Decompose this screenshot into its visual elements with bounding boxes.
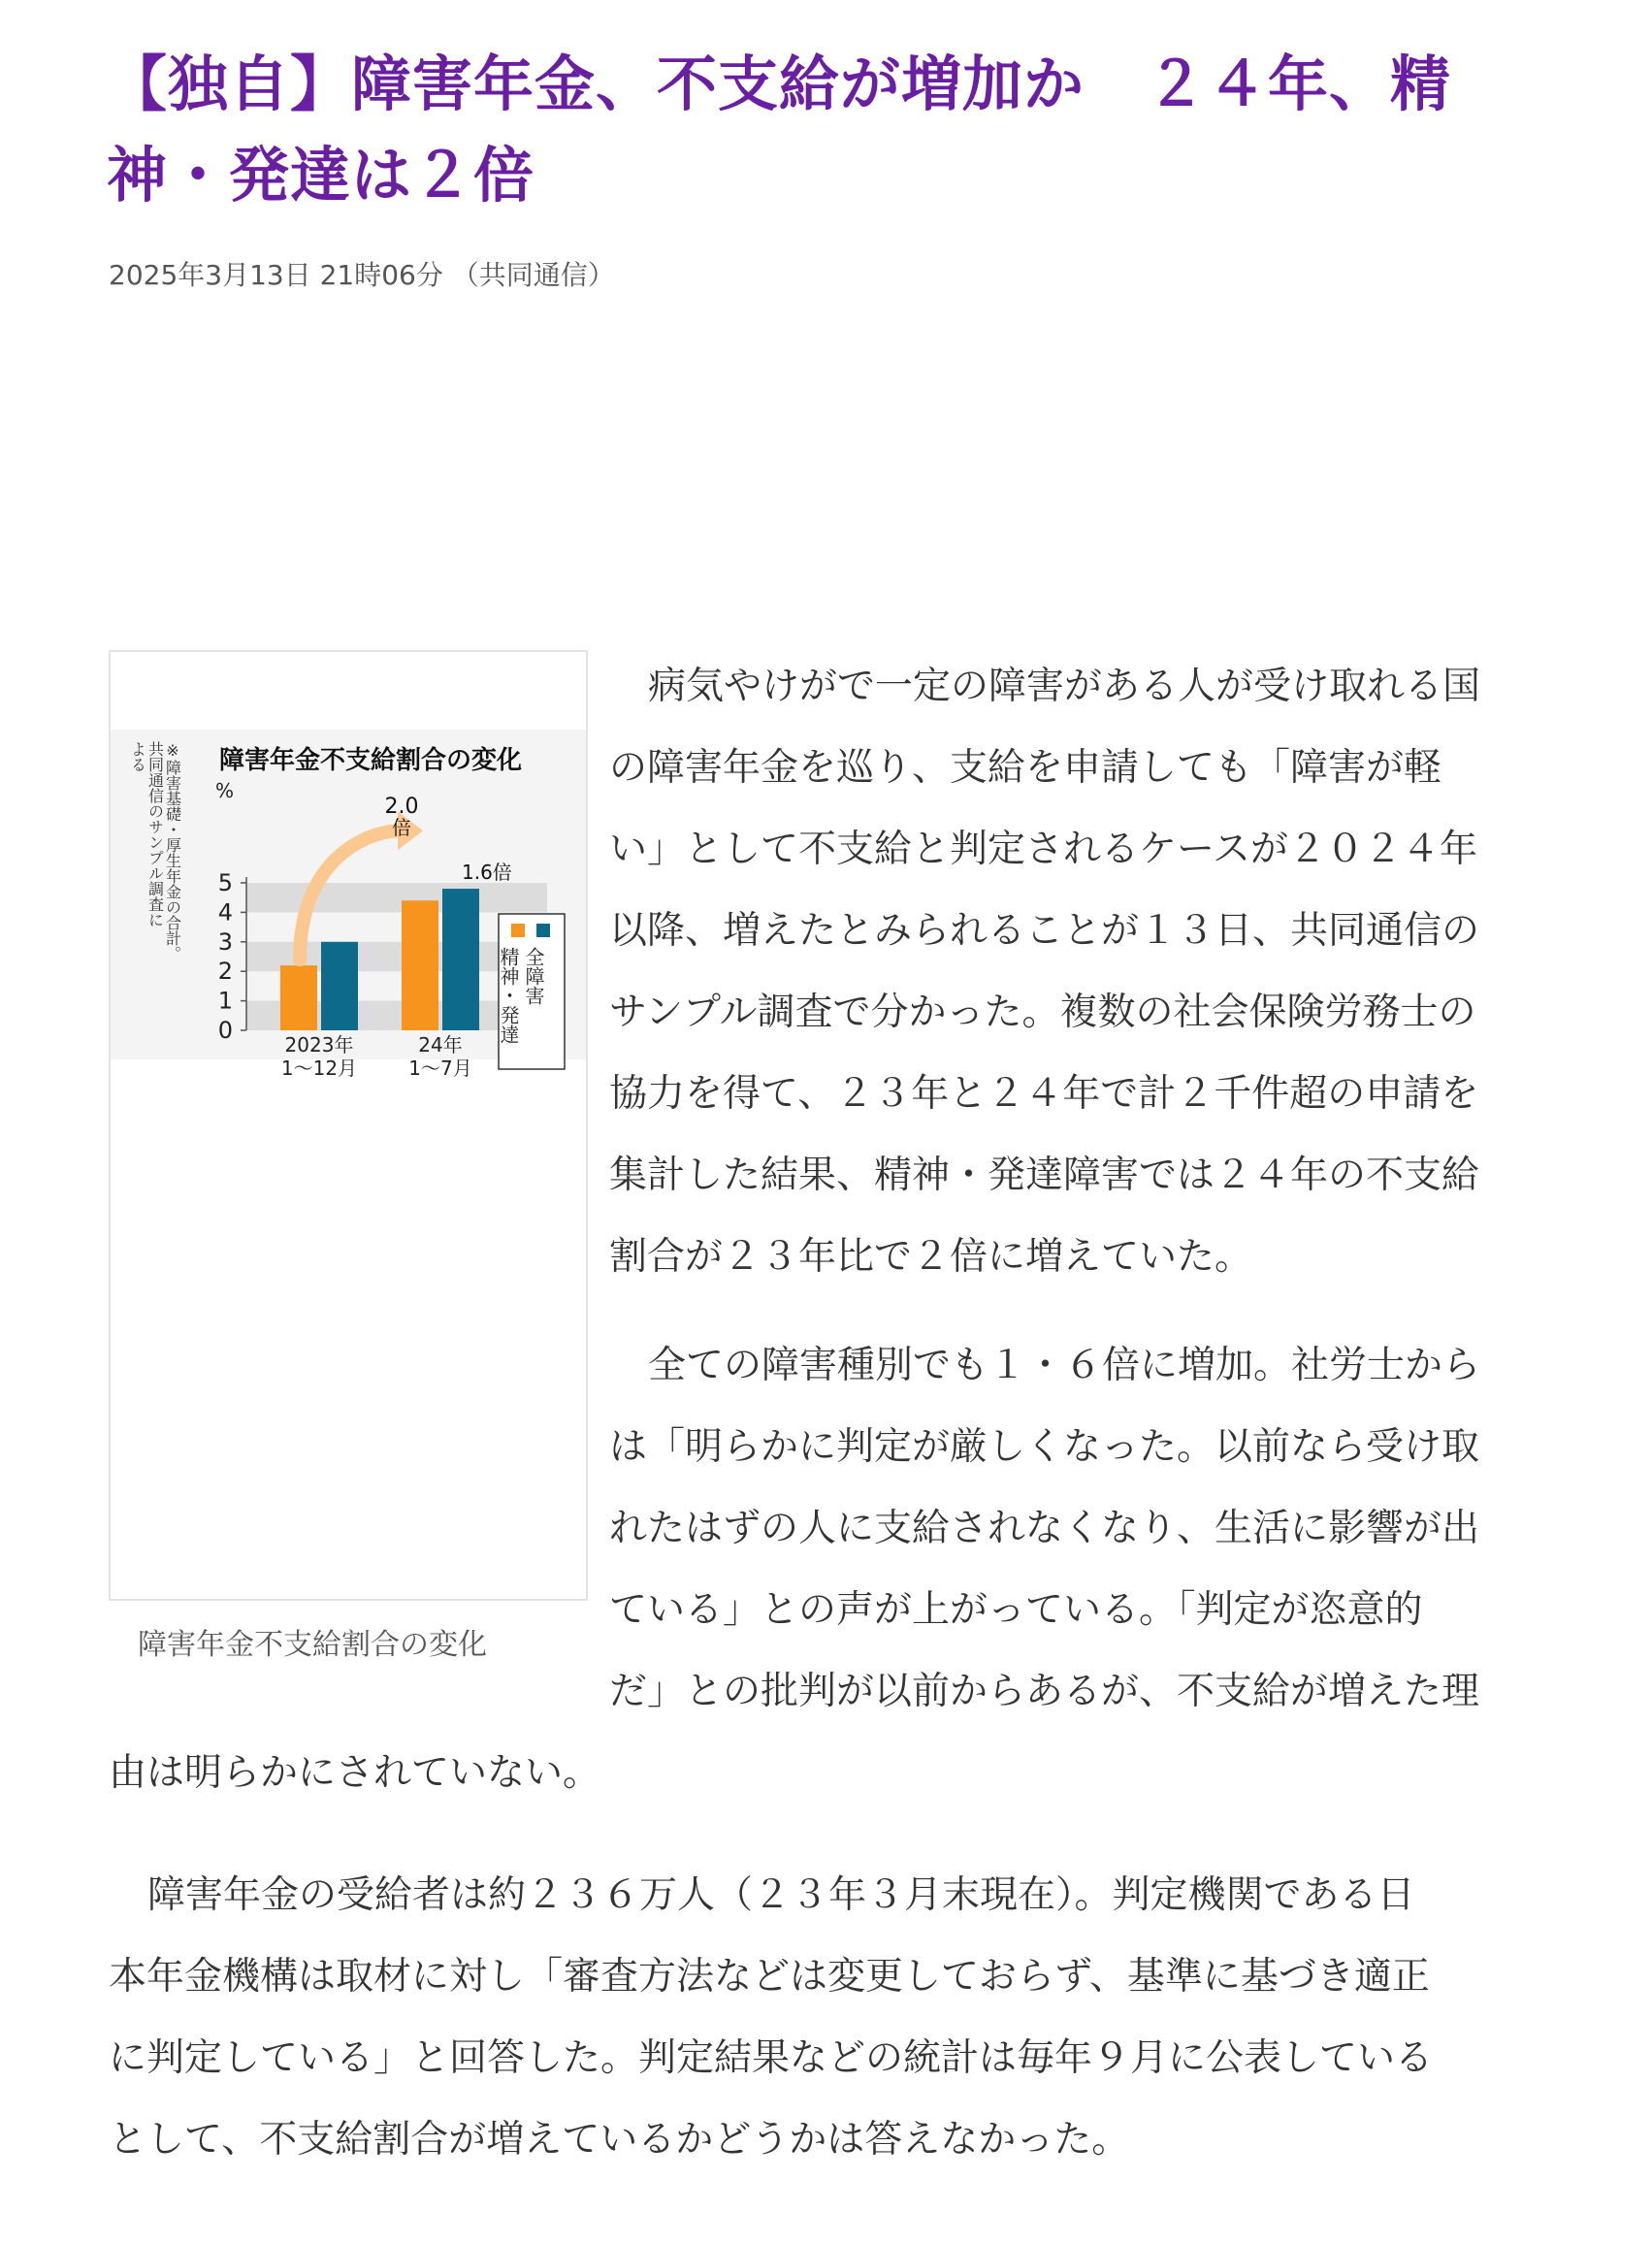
bar: [442, 889, 479, 1030]
y-axis-unit: %: [215, 779, 235, 802]
paragraph-1-line: 集計した結果、精神・発達障害では２４年の不支給: [609, 1154, 1480, 1197]
source-note-line: 共同通信のサンプル調査に: [146, 741, 165, 927]
paragraph-1-line: 以降、増えたとみられることが１３日、共同通信の: [609, 909, 1480, 953]
y-tick-label: 3: [217, 927, 233, 956]
paragraph-1-line: の障害年金を巡り、支給を申請しても「障害が軽: [609, 746, 1442, 790]
paragraph-1: [609, 646, 1540, 1298]
y-tick-label: 1: [217, 987, 233, 1015]
legend-swatch: [536, 924, 550, 937]
multiplier-label-value: 2.0: [384, 795, 419, 820]
y-tick-label: 4: [217, 898, 233, 927]
paragraph-3-line: として、不支給割合が増えているかどうかは答えなかった。: [109, 2118, 1130, 2162]
dateline: 2025年3月13日 21時06分 （共同通信）: [109, 259, 615, 291]
paragraph-2: [609, 1325, 1540, 1733]
legend-label: 精神・発達: [497, 947, 520, 1044]
paragraph-1-line: 協力を得て、２３年と２４年で計２千件超の申請を: [609, 1072, 1479, 1116]
x-tick-label: 1～12月: [280, 1057, 358, 1080]
paragraph-3-line: 本年金機構は取材に対し「審査方法などは変更しておらず、基準に基づき適正: [109, 1955, 1430, 1999]
paragraph-3: [109, 1855, 1564, 2181]
legend-label: 全障害: [522, 947, 545, 1005]
paragraph-1-line: い」として不支給と判定されるケースが２０２４年: [609, 828, 1478, 871]
paragraph-2-line: 全ての障害種別でも１・６倍に増加。社労士から: [648, 1344, 1481, 1387]
paragraph-2-line: 由は明らかにされていない。: [109, 1751, 601, 1795]
paragraph-3-line: に判定している」と回答した。判定結果などの統計は毎年９月に公表している: [109, 2036, 1434, 2080]
legend-swatch: [511, 924, 525, 937]
source-note-line: ※障害基礎・厚生年金の合計。: [163, 741, 182, 961]
headline-line-1: 【独自】障害年金、不支給が増加か ２４年、精: [107, 49, 1452, 119]
multiplier-label-16: 1.6倍: [462, 861, 512, 885]
paragraph-2-tail: [109, 1733, 1564, 1814]
paragraph-3-line: 障害年金の受給者は約２３６万人（２３年３月末現在）。判定機関である日: [147, 1873, 1415, 1917]
chart-svg: [111, 730, 586, 1080]
multiplier-label-unit: 倍: [392, 816, 411, 840]
figure-caption: 障害年金不支給割合の変化: [138, 1628, 487, 1662]
bar: [402, 900, 438, 1030]
paragraph-2-line: だ」との批判が以前からあるが、不支給が増えた理: [609, 1670, 1480, 1713]
paragraph-1-line: 病気やけがで一定の障害がある人が受け取れる国: [648, 665, 1481, 708]
paragraph-2-line: ている」との声が上がっている。「判定が恣意的: [609, 1588, 1423, 1632]
grid-band: [246, 883, 547, 912]
paragraph-2-line: れたはずの人に支給されなくなり、生活に影響が出: [609, 1507, 1480, 1550]
headline-line-2: 神・発達は２倍: [107, 140, 535, 211]
paragraph-2-line: は「明らかに判定が厳しくなった。以前なら受け取: [609, 1425, 1480, 1469]
chart-figure[interactable]: [109, 650, 588, 1601]
chart-title: 障害年金不支給割合の変化: [219, 746, 523, 775]
y-tick-label: 2: [217, 958, 233, 986]
y-tick-label: 5: [217, 869, 233, 896]
source-note-line: よる: [128, 741, 147, 772]
paragraph-1-line: サンプル調査で分かった。複数の社会保険労務士の: [609, 991, 1476, 1034]
headline: [107, 39, 1562, 221]
paragraph-1-line: 割合が２３年比で２倍に増えていた。: [609, 1235, 1253, 1279]
bar: [280, 965, 317, 1030]
bar: [321, 942, 358, 1030]
x-tick-label: 2023年: [284, 1033, 354, 1057]
y-tick-label: 0: [217, 1017, 233, 1044]
x-tick-label: 1～7月: [408, 1057, 472, 1080]
x-tick-label: 24年: [418, 1033, 463, 1057]
